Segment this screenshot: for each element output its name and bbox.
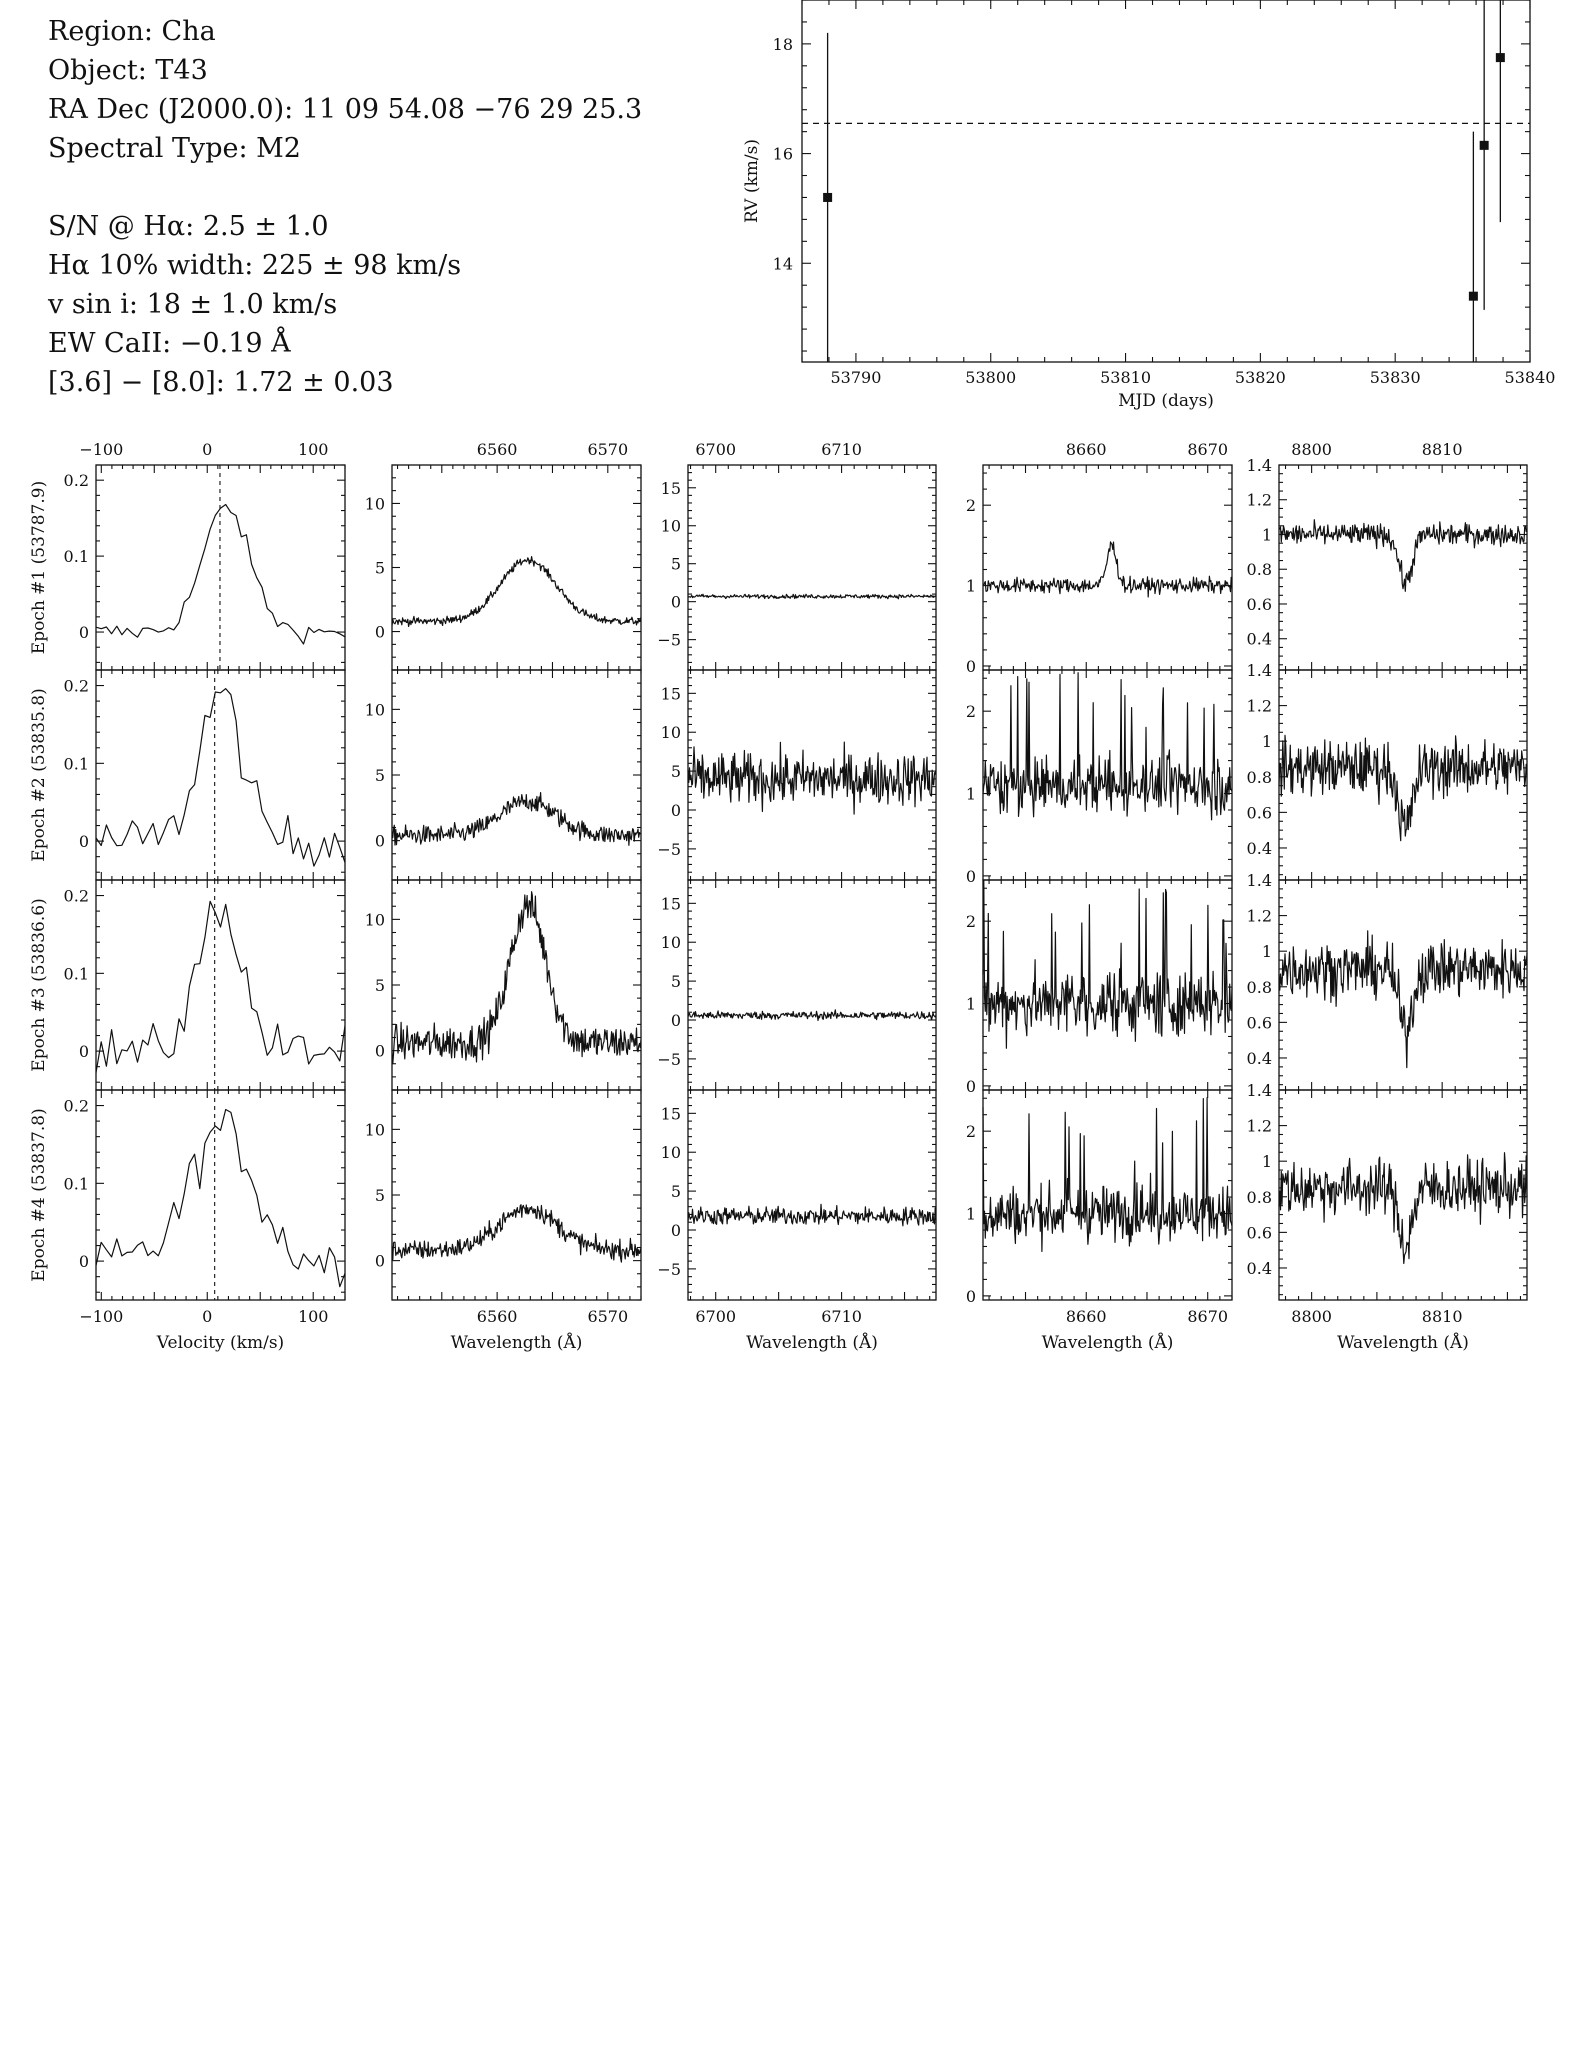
- spectrum-line: [96, 901, 345, 1072]
- coordinates-line: RA Dec (J2000.0): 11 09 54.08 −76 29 25.3: [48, 94, 643, 125]
- x-tick-label-bottom: 6710: [821, 1307, 862, 1326]
- rv-x-tick-label: 53820: [1234, 368, 1286, 387]
- y-tick-label: 1.4: [1246, 661, 1272, 680]
- x-tick-label-bottom: 6570: [587, 1307, 629, 1326]
- x-axis-label: Wavelength (Å): [1041, 1333, 1174, 1353]
- object-line: Object: T43: [48, 55, 208, 86]
- y-tick-label: 0.1: [63, 754, 89, 774]
- spectrum-panel-ha-epoch-1: [365, 465, 641, 670]
- spectrum-panel-ha-epoch-2: [365, 670, 641, 880]
- x-tick-label-top: 100: [297, 440, 329, 459]
- spectrum-panel-ca2-epoch-2: [1247, 661, 1527, 880]
- spectrum-line: [392, 892, 641, 1064]
- y-tick-label: 5: [374, 766, 385, 785]
- spectrum-line: [688, 1204, 936, 1226]
- y-tick-label: 10: [364, 1120, 385, 1140]
- spectrum-panel-ca1-epoch-1: [966, 465, 1232, 676]
- spectrum-panel-ha-epoch-4: [365, 1090, 641, 1300]
- panel-frame: [392, 1090, 641, 1300]
- y-tick-label: 1.2: [1246, 906, 1272, 926]
- rv-point: [1480, 141, 1489, 150]
- rv-y-tick-label: 16: [772, 144, 793, 164]
- halpha-width-line: Hα 10% width: 225 ± 98 km/s: [48, 250, 462, 281]
- x-tick-label-top: 6570: [587, 440, 629, 459]
- x-tick-label-bottom: 6700: [695, 1307, 737, 1326]
- spectrum-line: [688, 742, 936, 814]
- panel-frame: [96, 1090, 345, 1300]
- rv-point: [1496, 53, 1505, 62]
- y-tick-label: 0.1: [63, 1174, 89, 1194]
- spectrum-panel-ca1-epoch-3: [966, 880, 1232, 1096]
- y-tick-label: 2: [965, 912, 976, 932]
- y-tick-label: −5: [657, 630, 681, 650]
- y-tick-label: 0.4: [1246, 1258, 1272, 1278]
- y-tick-label: 0.8: [1246, 560, 1272, 580]
- y-tick-label: 0.2: [63, 676, 89, 696]
- y-tick-label: 5: [670, 1182, 681, 1202]
- spectrum-column-ha: [365, 440, 641, 1353]
- rv-x-tick-label: 53800: [965, 368, 1017, 387]
- y-tick-label: 0.1: [63, 964, 89, 984]
- panel-frame: [688, 465, 936, 670]
- spectrum-line: [1279, 931, 1527, 1068]
- rv-panel: [742, 0, 1555, 411]
- y-tick-label: 0.2: [63, 886, 89, 906]
- spectrum-line: [1279, 520, 1527, 592]
- x-axis-label: Velocity (km/s): [156, 1333, 285, 1353]
- x-tick-label-bottom: 8800: [1291, 1307, 1332, 1326]
- y-tick-label: 15: [660, 478, 681, 498]
- panel-frame: [96, 670, 345, 880]
- y-tick-label: 1.4: [1246, 1081, 1272, 1100]
- panel-frame: [392, 465, 641, 670]
- y-tick-label: 5: [670, 554, 681, 574]
- y-tick-label: 2: [965, 702, 976, 722]
- y-tick-label: 1.2: [1246, 696, 1272, 716]
- x-tick-label-bottom: 100: [297, 1307, 329, 1326]
- spectrum-line: [983, 542, 1232, 597]
- panel-frame: [392, 880, 641, 1090]
- y-tick-label: 1: [965, 576, 976, 596]
- y-tick-label: 0.4: [1246, 629, 1272, 649]
- spectrum-panel-vel-epoch-3: [29, 880, 345, 1090]
- x-tick-label-top: 6700: [695, 440, 737, 459]
- y-tick-label: 0: [670, 801, 681, 820]
- rv-y-label: RV (km/s): [742, 138, 762, 224]
- epoch-label: Epoch #3 (53836.6): [29, 898, 49, 1072]
- spectrum-line: [392, 1205, 641, 1262]
- panel-frame: [983, 465, 1232, 670]
- y-tick-label: 1: [1261, 942, 1272, 962]
- spectrum-panel-vel-epoch-2: [29, 670, 345, 880]
- x-tick-label-bottom: 8810: [1421, 1307, 1463, 1326]
- x-tick-label-top: 8660: [1065, 440, 1107, 459]
- panel-frame: [688, 880, 936, 1090]
- y-tick-label: 0: [374, 831, 385, 851]
- x-tick-label-top: −100: [79, 440, 124, 459]
- y-tick-label: 1: [1261, 525, 1272, 545]
- y-tick-label: 0.8: [1246, 767, 1272, 787]
- y-tick-label: 15: [660, 1104, 681, 1124]
- spectrum-panel-ha-epoch-3: [365, 880, 641, 1090]
- y-tick-label: −5: [657, 1049, 681, 1069]
- y-tick-label: 10: [364, 700, 385, 720]
- spectrum-column-ca2: [1247, 440, 1527, 1353]
- spectrum-line: [1279, 1153, 1527, 1264]
- y-tick-label: 5: [374, 976, 385, 995]
- x-tick-label-bottom: −100: [79, 1307, 124, 1326]
- y-tick-label: 0.4: [1246, 838, 1272, 858]
- y-tick-label: 1: [1261, 732, 1272, 752]
- spectrum-panel-vel-epoch-4: [29, 1090, 345, 1300]
- y-tick-label: 0: [374, 622, 385, 642]
- y-tick-label: 15: [660, 894, 681, 914]
- spectrum-panel-ca2-epoch-4: [1247, 1081, 1527, 1300]
- y-tick-label: 0: [670, 1011, 681, 1030]
- rv-y-tick-label: 14: [772, 254, 793, 274]
- y-tick-label: 1: [965, 994, 976, 1014]
- y-tick-label: 1.4: [1246, 456, 1272, 475]
- spectrum-line: [688, 1010, 936, 1021]
- spectrum-panel-li-epoch-1: [657, 465, 936, 670]
- x-tick-label-bottom: 8660: [1065, 1307, 1107, 1326]
- rv-point: [1469, 292, 1478, 301]
- x-tick-label-bottom: 8670: [1187, 1307, 1229, 1326]
- x-tick-label-top: 0: [202, 440, 213, 459]
- x-axis-label: Wavelength (Å): [450, 1333, 583, 1353]
- rv-x-label: MJD (days): [1118, 391, 1214, 411]
- irac-color-line: [3.6] − [8.0]: 1.72 ± 0.03: [48, 367, 394, 398]
- vsini-line: v sin i: 18 ± 1.0 km/s: [48, 289, 338, 320]
- y-tick-label: 10: [364, 494, 385, 514]
- spectrum-line: [983, 673, 1232, 820]
- y-tick-label: 0: [78, 1252, 89, 1272]
- spectrum-line: [1279, 735, 1527, 840]
- spectrum-line: [96, 1110, 345, 1287]
- y-tick-label: 0: [965, 1076, 976, 1096]
- spectrum-line: [96, 505, 345, 645]
- y-tick-label: 0.6: [1246, 1013, 1272, 1033]
- y-tick-label: 5: [670, 972, 681, 992]
- panel-frame: [1279, 465, 1527, 670]
- y-tick-label: 1: [965, 1204, 976, 1224]
- spectrum-panel-ca2-epoch-1: [1247, 456, 1527, 670]
- spectrum-line: [392, 557, 641, 627]
- spectrum-panel-ca1-epoch-2: [966, 670, 1232, 886]
- rv-axes-frame: [802, 0, 1530, 362]
- spectrum-panel-ca2-epoch-3: [1247, 871, 1527, 1090]
- x-axis-label: Wavelength (Å): [746, 1333, 878, 1353]
- y-tick-label: 5: [374, 558, 385, 578]
- rv-x-tick-label: 53810: [1100, 368, 1152, 387]
- y-tick-label: 0.1: [63, 547, 89, 567]
- epoch-label: Epoch #2 (53835.8): [29, 688, 49, 862]
- x-tick-label-top: 8670: [1187, 440, 1229, 459]
- y-tick-label: 0.2: [63, 1096, 89, 1116]
- epoch-label: Epoch #1 (53787.9): [29, 480, 49, 655]
- spectral-type-line: Spectral Type: M2: [48, 133, 301, 164]
- y-tick-label: 0: [374, 1041, 385, 1061]
- panel-frame: [96, 465, 345, 670]
- spectrum-panel-li-epoch-3: [657, 880, 936, 1090]
- y-tick-label: 10: [660, 516, 681, 536]
- spectrum-panel-li-epoch-2: [657, 670, 936, 880]
- spectrum-line: [688, 594, 936, 599]
- spectrum-panel-vel-epoch-1: [29, 465, 345, 670]
- spectrum-line: [983, 881, 1232, 1048]
- y-tick-label: 1: [1261, 1152, 1272, 1172]
- y-tick-label: 1.4: [1246, 871, 1272, 890]
- y-tick-label: 10: [660, 1143, 681, 1163]
- y-tick-label: −5: [657, 839, 681, 859]
- y-tick-label: 15: [660, 684, 681, 704]
- spectrum-line: [96, 689, 345, 867]
- y-tick-label: 0: [965, 1286, 976, 1306]
- x-tick-label-bottom: 0: [202, 1307, 213, 1326]
- y-tick-label: 1: [965, 784, 976, 804]
- rv-point: [823, 193, 832, 202]
- y-tick-label: 0: [670, 592, 681, 612]
- y-tick-label: 2: [965, 496, 976, 516]
- sn-halpha-line: S/N @ Hα: 2.5 ± 1.0: [48, 211, 329, 242]
- rv-x-tick-label: 53830: [1369, 368, 1421, 387]
- y-tick-label: 10: [660, 723, 681, 743]
- y-tick-label: 1.2: [1246, 490, 1272, 510]
- y-tick-label: 0: [374, 1251, 385, 1271]
- panel-frame: [688, 1090, 936, 1300]
- spectrum-panel-li-epoch-4: [657, 1090, 936, 1300]
- spectrum-line: [983, 1098, 1232, 1252]
- y-tick-label: 0: [965, 656, 976, 676]
- x-tick-label-top: 6710: [821, 440, 862, 459]
- spectrum-column-ca1: [966, 440, 1232, 1353]
- y-tick-label: 0.6: [1246, 594, 1272, 614]
- ew-caii-line: EW CaII: −0.19 Å: [48, 328, 291, 359]
- y-tick-label: 0.8: [1246, 1187, 1272, 1207]
- y-tick-label: 0.6: [1246, 803, 1272, 823]
- y-tick-label: 0: [965, 866, 976, 886]
- y-tick-label: 10: [660, 933, 681, 953]
- epoch-label: Epoch #4 (53837.8): [29, 1108, 49, 1282]
- x-axis-label: Wavelength (Å): [1337, 1333, 1469, 1353]
- y-tick-label: 0.2: [63, 471, 89, 491]
- rv-y-tick-label: 18: [772, 34, 793, 54]
- y-tick-label: 0.6: [1246, 1223, 1272, 1243]
- y-tick-label: 0.8: [1246, 977, 1272, 997]
- x-tick-label-top: 8810: [1421, 440, 1463, 459]
- spectrum-line: [392, 793, 641, 846]
- spectrum-column-vel: [29, 440, 345, 1353]
- panel-frame: [392, 670, 641, 880]
- y-tick-label: 0: [78, 623, 89, 643]
- panel-frame: [1279, 670, 1527, 880]
- x-tick-label-bottom: 6560: [476, 1307, 518, 1326]
- y-tick-label: 5: [670, 762, 681, 782]
- y-tick-label: 0: [670, 1221, 681, 1240]
- y-tick-label: 2: [965, 1122, 976, 1142]
- x-tick-label-top: 8800: [1291, 440, 1332, 459]
- y-tick-label: 0.4: [1246, 1048, 1272, 1068]
- y-tick-label: 0: [78, 1042, 89, 1062]
- y-tick-label: 0: [78, 832, 89, 852]
- y-tick-label: 1.2: [1246, 1116, 1272, 1136]
- rv-x-tick-label: 53840: [1504, 368, 1556, 387]
- spectrum-panel-ca1-epoch-4: [966, 1090, 1232, 1306]
- y-tick-label: −5: [657, 1259, 681, 1279]
- region-line: Region: Cha: [48, 16, 216, 47]
- spectrum-column-li: [657, 440, 936, 1353]
- y-tick-label: 10: [364, 910, 385, 930]
- x-tick-label-top: 6560: [476, 440, 518, 459]
- rv-x-tick-label: 53790: [830, 368, 882, 387]
- y-tick-label: 5: [374, 1186, 385, 1205]
- panel-frame: [983, 1090, 1232, 1300]
